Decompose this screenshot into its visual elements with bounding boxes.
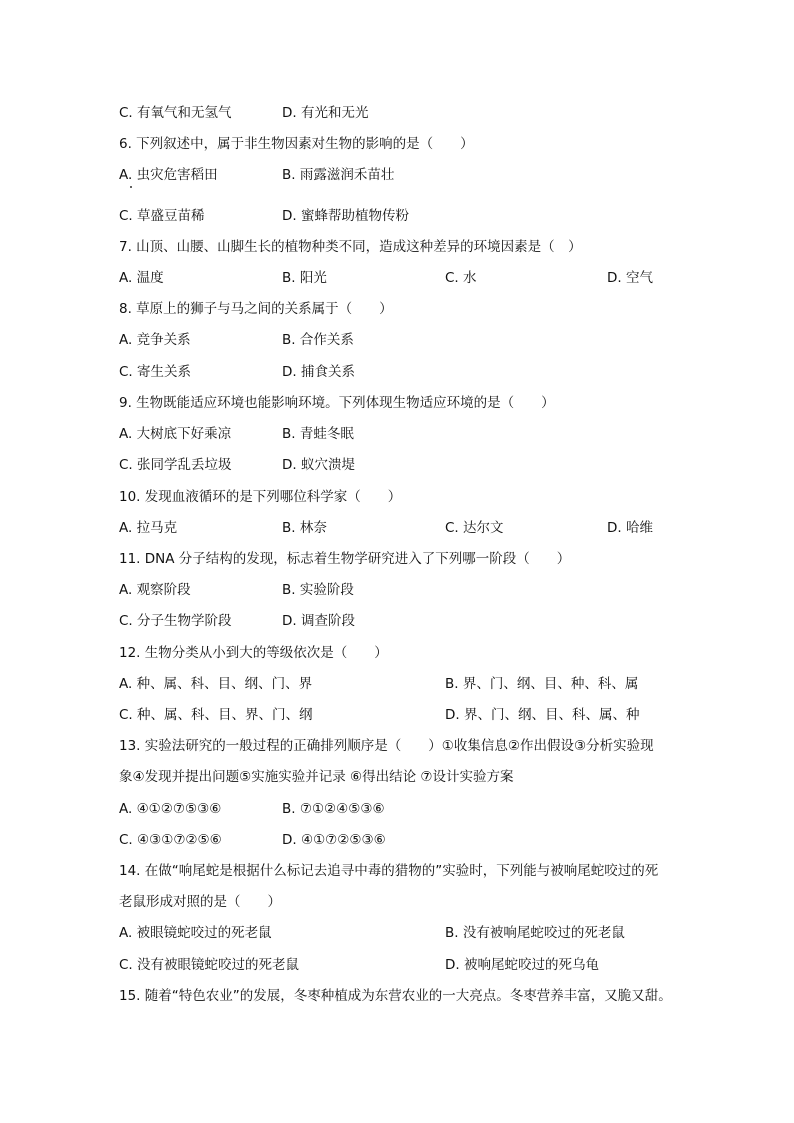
option-q6b-1: D. 蜜蜂帮助植物传粉 [282, 208, 409, 224]
option-q7a-1: B. 阳光 [282, 270, 327, 286]
option-q10a-3: D. 哈维 [607, 520, 653, 536]
question-text-q13: 13. 实验法研究的一般过程的正确排列顺序是（ ）①收集信息②作出假设③分析实验现 [119, 738, 654, 754]
option-q13a-1: B. ⑦①②④⑤③⑥ [282, 801, 385, 817]
option-q12a-1: B. 界、门、纲、目、种、科、属 [445, 676, 639, 692]
option-q14a-0: A. 被眼镜蛇咬过的死老鼠 [119, 925, 272, 941]
option-q8b-0: C. 寄生关系 [119, 364, 192, 380]
option-l0-0: C. 有氧气和无氢气 [119, 105, 232, 121]
question-text-q13c: 象④发现并提出问题⑤实施实验并记录 ⑥得出结论 ⑦设计实验方案 [119, 769, 514, 785]
question-text-q12: 12. 生物分类从小到大的等级依次是（ ） [119, 645, 388, 661]
option-q9b-0: C. 张同学乱丢垃圾 [119, 457, 232, 473]
option-q8a-1: B. 合作关系 [282, 332, 354, 348]
question-text-q14: 14. 在做“响尾蛇是根据什么标记去追寻中毒的猎物的”实验时，下列能与被响尾蛇咬过的死 [119, 863, 659, 879]
option-q13a-0: A. ④①②⑦⑤③⑥ [119, 801, 222, 817]
option-q13b-0: C. ④③①⑦②⑤⑥ [119, 832, 222, 848]
option-q11a-0: A. 观察阶段 [119, 582, 191, 598]
option-q12a-0: A. 种、属、科、目、纲、门、界 [119, 676, 313, 692]
question-text-q6: 6. 下列叙述中，属于非生物因素对生物的影响的是（ ） [119, 136, 474, 152]
option-q11b-1: D. 调查阶段 [282, 613, 355, 629]
option-q7a-2: C. 水 [445, 270, 477, 286]
option-q9a-0: A. 大树底下好乘凉 [119, 426, 232, 442]
option-q7a-3: D. 空气 [607, 270, 653, 286]
option-q11a-1: B. 实验阶段 [282, 582, 354, 598]
question-text-q10: 10. 发现血液循环的是下列哪位科学家（ ） [119, 489, 402, 505]
option-q6a-0: A. 虫灾危害稻田 [119, 167, 218, 183]
option-q8b-1: D. 捕食关系 [282, 364, 355, 380]
option-q10a-1: B. 林奈 [282, 520, 327, 536]
question-text-q11: 11. DNA 分子结构的发现，标志着生物学研究进入了下列哪一阶段（ ） [119, 551, 571, 567]
question-text-q7: 7. 山顶、山腰、山脚生长的植物种类不同，造成这种差异的环境因素是（ ） [119, 239, 582, 255]
option-q14a-1: B. 没有被响尾蛇咬过的死老鼠 [445, 925, 625, 941]
option-q10a-0: A. 拉马克 [119, 520, 178, 536]
option-q6b-0: C. 草盛豆苗稀 [119, 208, 205, 224]
question-text-q15: 15. 随着“特色农业”的发展，冬枣种植成为东营农业的一大亮点。冬枣营养丰富，又脆又甜。 [119, 988, 672, 1004]
option-q14b-0: C. 没有被眼镜蛇咬过的死老鼠 [119, 957, 300, 973]
option-q11b-0: C. 分子生物学阶段 [119, 613, 232, 629]
option-q6a-1: B. 雨露滋润禾苗壮 [282, 167, 395, 183]
option-q13b-1: D. ④①⑦②⑤③⑥ [282, 832, 386, 848]
question-text-q8: 8. 草原上的狮子与马之间的关系属于（ ） [119, 301, 393, 317]
option-q12b-0: C. 种、属、科、目、界、门、纲 [119, 707, 313, 723]
option-l0-1: D. 有光和无光 [282, 105, 369, 121]
option-q8a-0: A. 竞争关系 [119, 332, 191, 348]
option-q7a-0: A. 温度 [119, 270, 164, 286]
option-q9a-1: B. 青蛙冬眠 [282, 426, 354, 442]
question-text-q9: 9. 生物既能适应环境也能影响环境。下列体现生物适应环境的是（ ） [119, 395, 555, 411]
stray-dot [130, 186, 132, 188]
option-q9b-1: D. 蚁穴溃堤 [282, 457, 355, 473]
option-q14b-1: D. 被响尾蛇咬过的死乌龟 [445, 957, 599, 973]
option-q10a-2: C. 达尔文 [445, 520, 504, 536]
question-text-q14c: 老鼠形成对照的是（ ） [119, 894, 281, 910]
option-q12b-1: D. 界、门、纲、目、科、属、种 [445, 707, 640, 723]
